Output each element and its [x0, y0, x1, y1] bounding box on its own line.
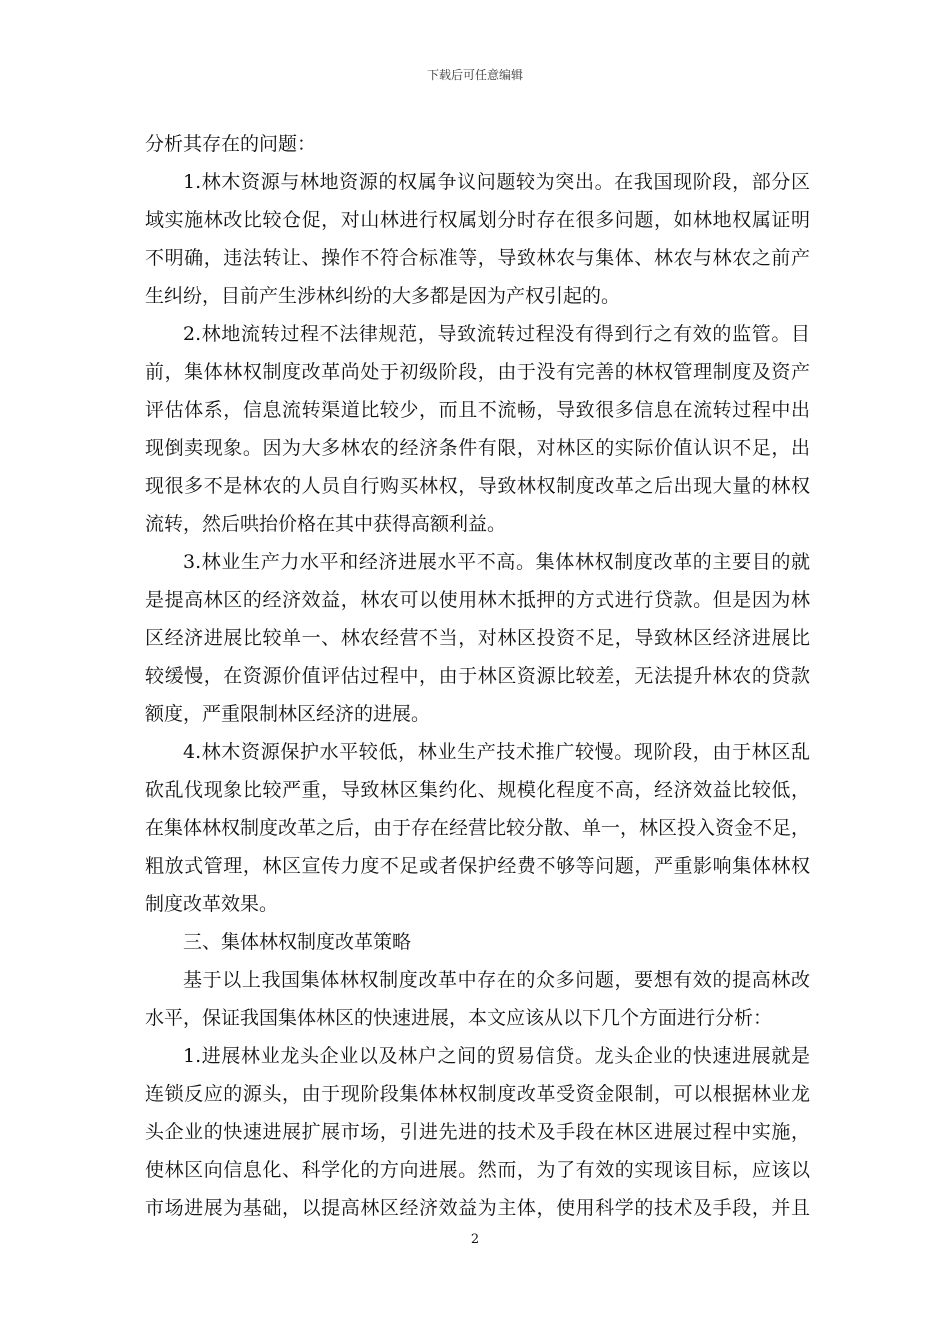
- text-line: 市场进展为基础，以提高林区经济效益为主体，使用科学的技术及手段，并且: [145, 1197, 810, 1219]
- text-line: 现倒卖现象。因为大多林农的经济条件有限，对林区的实际价值认识不足，出: [145, 437, 810, 459]
- text-line: 较缓慢，在资源价值评估过程中，由于林区资源比较差，无法提升林农的贷款: [145, 665, 810, 687]
- text-line: 粗放式管理，林区宣传力度不足或者保护经费不够等问题，严重影响集体林权: [145, 855, 810, 877]
- text-line: 砍乱伐现象比较严重，导致林区集约化、规模化程度不高，经济效益比较低，: [145, 779, 810, 801]
- text-line: 在集体林权制度改革之后，由于存在经营比较分散、单一，林区投入资金不足，: [145, 817, 811, 839]
- text-line: 3.林业生产力水平和经济进展水平不高。集体林权制度改革的主要目的就: [183, 551, 810, 573]
- text-line: 水平，保证我国集体林区的快速进展，本文应该从以下几个方面进行分析：: [145, 1007, 773, 1029]
- text-line: 不明确，违法转让、操作不符合标准等，导致林农与集体、林农与林农之前产: [145, 247, 810, 269]
- text-line: 是提高林区的经济效益，林农可以使用林木抵押的方式进行贷款。但是因为林: [145, 589, 810, 611]
- text-line: 4.林木资源保护水平较低，林业生产技术推广较慢。现阶段，由于林区乱: [183, 741, 810, 763]
- text-line: 评估体系，信息流转渠道比较少，而且不流畅，导致很多信息在流转过程中出: [145, 399, 810, 421]
- text-line: 1.进展林业龙头企业以及林户之间的贸易信贷。龙头企业的快速进展就是: [183, 1045, 810, 1067]
- text-line: 分析其存在的问题：: [145, 133, 317, 155]
- text-line: 使林区向信息化、科学化的方向进展。然而，为了有效的实现该目标，应该以: [145, 1159, 810, 1181]
- text-line: 区经济进展比较单一、林农经营不当，对林区投资不足，导致林区经济进展比: [145, 627, 810, 649]
- text-line: 制度改革效果。: [145, 893, 279, 915]
- text-line: 现很多不是林农的人员自行购买林权，导致林权制度改革之后出现大量的林权: [145, 475, 810, 497]
- text-line: 生纠纷，目前产生涉林纠纷的大多都是因为产权引起的。: [145, 285, 621, 307]
- text-line: 基于以上我国集体林权制度改革中存在的众多问题，要想有效的提高林改: [183, 969, 810, 991]
- text-line: 三、集体林权制度改革策略: [183, 931, 412, 953]
- text-line: 1.林木资源与林地资源的权属争议问题较为突出。在我国现阶段，部分区: [183, 171, 810, 193]
- text-line: 连锁反应的源头，由于现阶段集体林权制度改革受资金限制，可以根据林业龙: [145, 1083, 810, 1105]
- text-line: 流转，然后哄抬价格在其中获得高额利益。: [145, 513, 507, 535]
- text-line: 域实施林改比较仓促，对山林进行权属划分时存在很多问题，如林地权属证明: [145, 209, 810, 231]
- text-line: 前，集体林权制度改革尚处于初级阶段，由于没有完善的林权管理制度及资产: [145, 361, 810, 383]
- text-line: 头企业的快速进展扩展市场，引进先进的技术及手段在林区进展过程中实施，: [145, 1121, 810, 1143]
- text-line: 2.林地流转过程不法律规范，导致流转过程没有得到行之有效的监管。目: [183, 323, 810, 345]
- text-line: 额度，严重限制林区经济的进展。: [145, 703, 431, 725]
- page-header: 下载后可任意编辑: [426, 68, 523, 82]
- page-number: 2: [470, 1232, 480, 1247]
- document-body: [145, 125, 810, 1227]
